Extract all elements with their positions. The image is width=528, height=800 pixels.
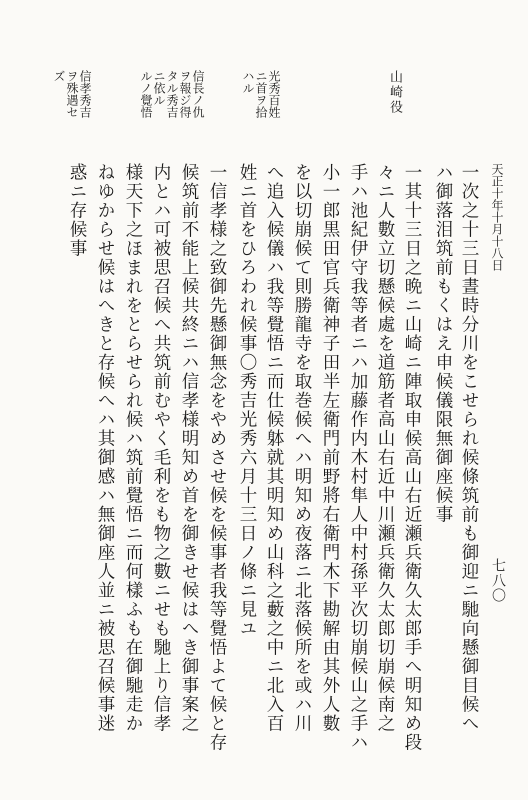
letter-date: 天正十年十月十八日 bbox=[490, 163, 504, 271]
body-line: 姓ニ首をひろわれ候事〇秀吉光秀六月十三日ノ條ニ見ユ bbox=[237, 163, 257, 638]
body-line: 々ニ人數立切懸候處を道筋者高山右近中川瀬兵衛久太郎切崩候南之 bbox=[375, 163, 395, 733]
headnote-line: ニ首ヲ拾 bbox=[254, 70, 268, 118]
body-line: ハ御落泪筑前もくはえ申候儀限無御座候事 bbox=[433, 163, 453, 524]
headnote-line: ルノ覺悟 bbox=[139, 70, 153, 118]
headnote-line: ニ依ル bbox=[152, 70, 166, 106]
body-line: ねゆからせ候はへきと存候へハ其御感ハ無御座人並ニ被思召候事迷 bbox=[95, 163, 115, 733]
body-line: 小一郎黒田官兵衛神子田半左衛門前野將右衛門木下勘解由其外人數 bbox=[320, 163, 340, 733]
headnote-line: 信長ノ仇 bbox=[191, 70, 205, 118]
body-line: 一次之十三日晝時分川をこせられ候條筑前も御迎ニ馳向懸御目候へ bbox=[459, 163, 479, 733]
headnote-line: 信孝秀吉 bbox=[78, 70, 92, 118]
headnote-line: 光秀百姓 bbox=[267, 70, 281, 118]
body-line: 一其十三日之晩ニ山崎ニ陣取申候高山右近瀬兵衛久太郎手へ明知め段 bbox=[402, 163, 422, 752]
body-line: を以切崩候て則勝龍寺を取巻候へハ明知め夜落ニ北落候所を或ハ川 bbox=[292, 163, 312, 733]
body-line: 手ハ池紀伊守我等者ニハ加藤作内木村隼人中村孫平次切崩候山之手ハ bbox=[348, 163, 368, 752]
headnote-title: 山崎役 bbox=[387, 70, 402, 115]
page-number: 七八〇 bbox=[490, 558, 506, 603]
headnote-line: ヲ殊遇セ bbox=[65, 70, 79, 118]
body-line: 候筑前不能上候共終ニハ信孝様明知め首を御きせ候はへき御事案之 bbox=[179, 163, 199, 733]
headnote-line: ヲ報ジ得 bbox=[178, 70, 192, 118]
headnote-line: ズ bbox=[52, 70, 66, 82]
body-line: へ追入候儀ハ我等覺悟ニ而仕候躰就其明知め山科之藪之中ニ北入百 bbox=[264, 163, 284, 733]
headnote-line: ハル bbox=[241, 70, 255, 94]
body-line: 内とハ可被思召候へ共筑前むやく毛利をも物之數ニせも馳上り信孝 bbox=[151, 163, 171, 733]
body-line: 惑ニ存候事 bbox=[67, 163, 87, 258]
body-line: 一信孝様之致御先懸御無念をやめさせ候を候事者我等覺悟よて候と存 bbox=[207, 163, 227, 752]
headnote-line: タル秀吉 bbox=[165, 70, 179, 118]
body-line: 様天下之ほまれをとらせられ候ハ筑前覺悟ニ而何樣ふも在御馳走か bbox=[123, 163, 143, 733]
